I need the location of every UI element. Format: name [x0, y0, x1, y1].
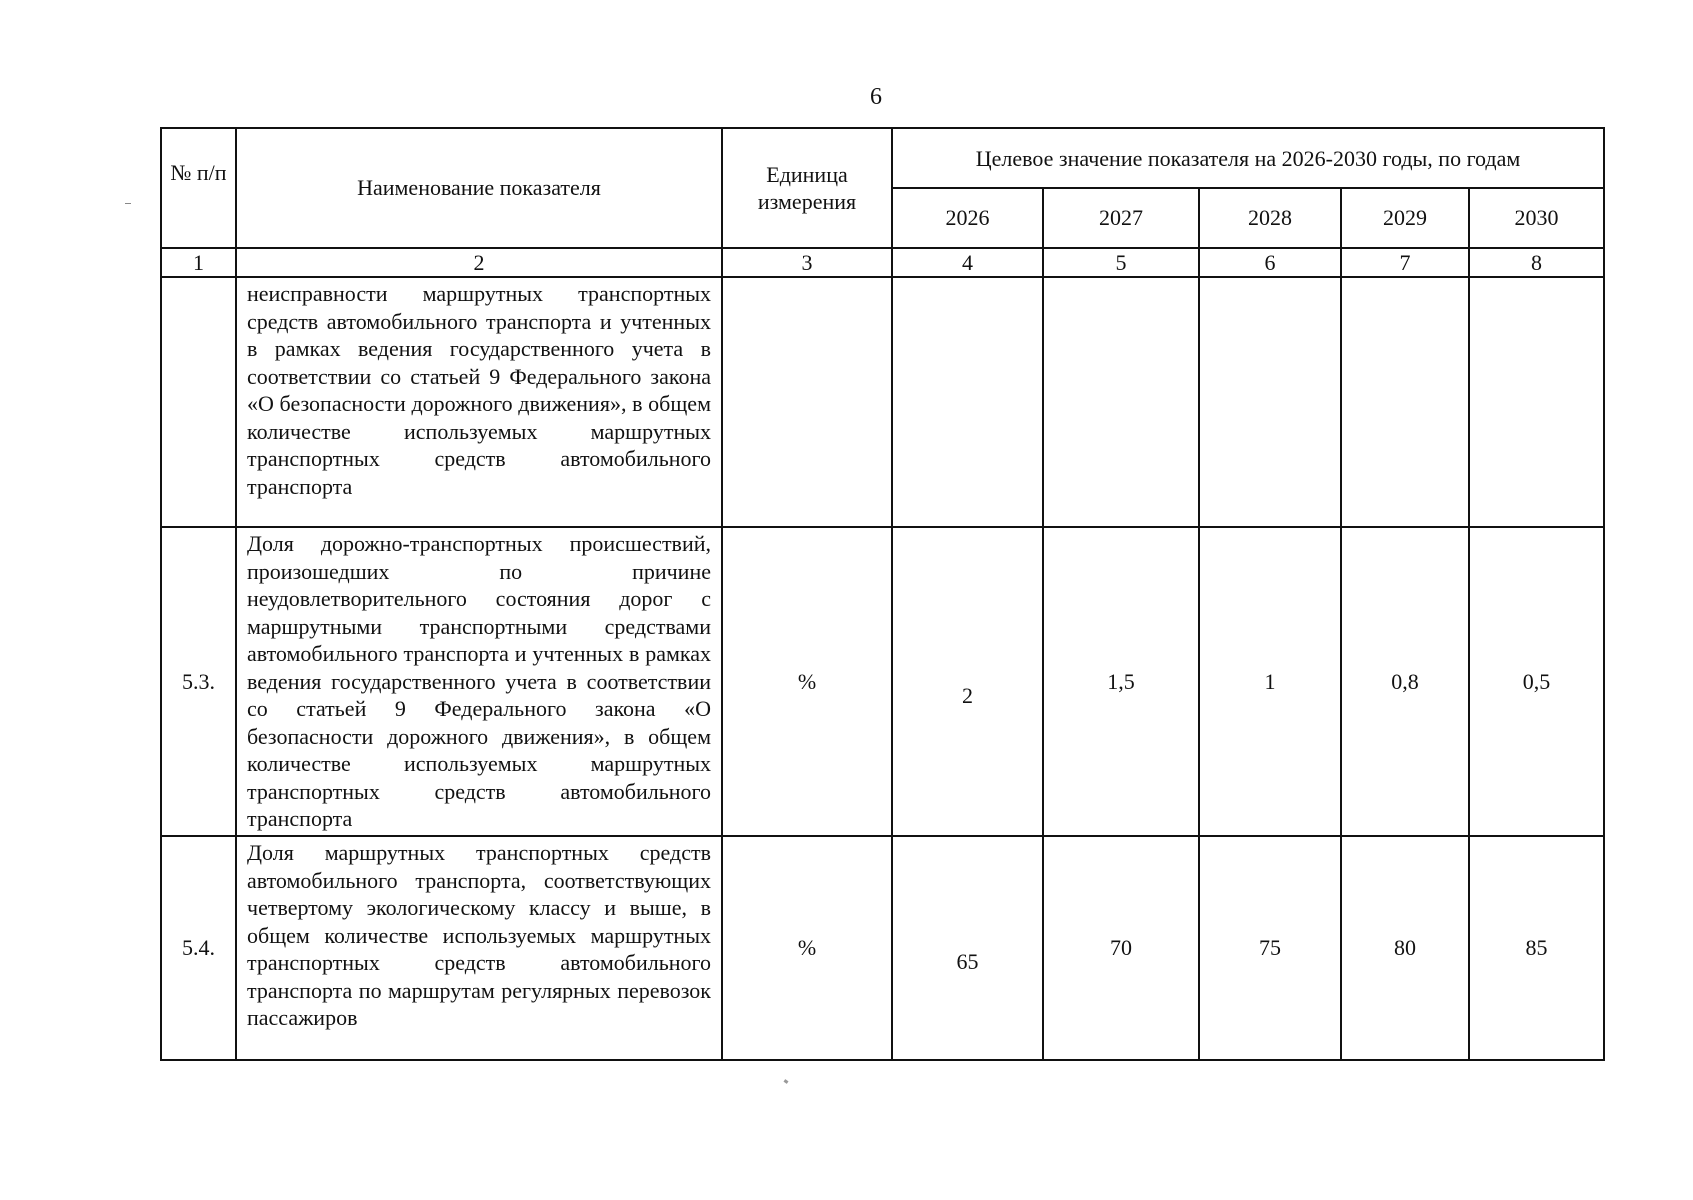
- column-number: 8: [1469, 248, 1604, 277]
- header-year: 2026: [892, 188, 1043, 248]
- indicators-table: [160, 127, 1605, 1061]
- value-2028: 1: [1199, 527, 1341, 836]
- value-2029: [1341, 277, 1469, 527]
- header-year: 2029: [1341, 188, 1469, 248]
- indicator-name: Доля дорожно-транспортных происшествий, произошедших по причине неудовлетворительного состояния дорог с маршрутными транспортными средствами автомобильного транспорта и учтенных в рамках ведения государственного учета в соответствии со статьей 9 Федерального закона «О безопасности дорожного движения», в общем количестве используемых маршрутных транспортных средств автомобильного транспорта: [236, 527, 722, 836]
- value-2026: 2: [892, 527, 1043, 836]
- header-indicator-name: Наименование показателя: [236, 128, 722, 248]
- value-2026: 65: [892, 836, 1043, 1060]
- column-number: 7: [1341, 248, 1469, 277]
- header-unit: Единица измерения: [722, 128, 892, 248]
- value-2030: 85: [1469, 836, 1604, 1060]
- unit-cell: %: [722, 836, 892, 1060]
- column-number: 3: [722, 248, 892, 277]
- column-number: 1: [161, 248, 236, 277]
- indicator-name: Доля маршрутных транспортных средств автомобильного транспорта, соответствующих четвертому экологическому классу и выше, в общем количестве используемых маршрутных транспортных средств автомобильного транспорта по маршрутам регулярных перевозок пассажиров: [236, 836, 722, 1060]
- header-number: № п/п: [161, 128, 236, 248]
- value-2030: 0,5: [1469, 527, 1604, 836]
- scan-mark: [125, 203, 131, 204]
- column-number: 2: [236, 248, 722, 277]
- value-2029: 0,8: [1341, 527, 1469, 836]
- column-number: 6: [1199, 248, 1341, 277]
- value-2030: [1469, 277, 1604, 527]
- column-number-row: [161, 248, 1604, 277]
- value-2026: [892, 277, 1043, 527]
- row-number: 5.4.: [161, 836, 236, 1060]
- scan-mark: [784, 1079, 789, 1084]
- table-row: [161, 277, 1604, 527]
- column-number: 5: [1043, 248, 1199, 277]
- header-year: 2030: [1469, 188, 1604, 248]
- table-row: [161, 836, 1604, 1060]
- header-target-values: Целевое значение показателя на 2026-2030 годы, по годам: [892, 128, 1604, 188]
- value-2027: 1,5: [1043, 527, 1199, 836]
- header-year: 2027: [1043, 188, 1199, 248]
- value-2028: [1199, 277, 1341, 527]
- indicator-name: неисправности маршрутных транспортных средств автомобильного транспорта и учтенных в рамках ведения государственного учета в соответствии со статьей 9 Федерального закона «О безопасности дорожного движения», в общем количестве используемых маршрутных транспортных средств автомобильного транспорта: [236, 277, 722, 527]
- value-2027: 70: [1043, 836, 1199, 1060]
- column-number: 4: [892, 248, 1043, 277]
- unit-cell: %: [722, 527, 892, 836]
- page-number: 6: [870, 84, 882, 110]
- row-number: [161, 277, 236, 527]
- header-year: 2028: [1199, 188, 1341, 248]
- value-2028: 75: [1199, 836, 1341, 1060]
- row-number: 5.3.: [161, 527, 236, 836]
- value-2027: [1043, 277, 1199, 527]
- value-2029: 80: [1341, 836, 1469, 1060]
- unit-cell: [722, 277, 892, 527]
- table-row: [161, 527, 1604, 836]
